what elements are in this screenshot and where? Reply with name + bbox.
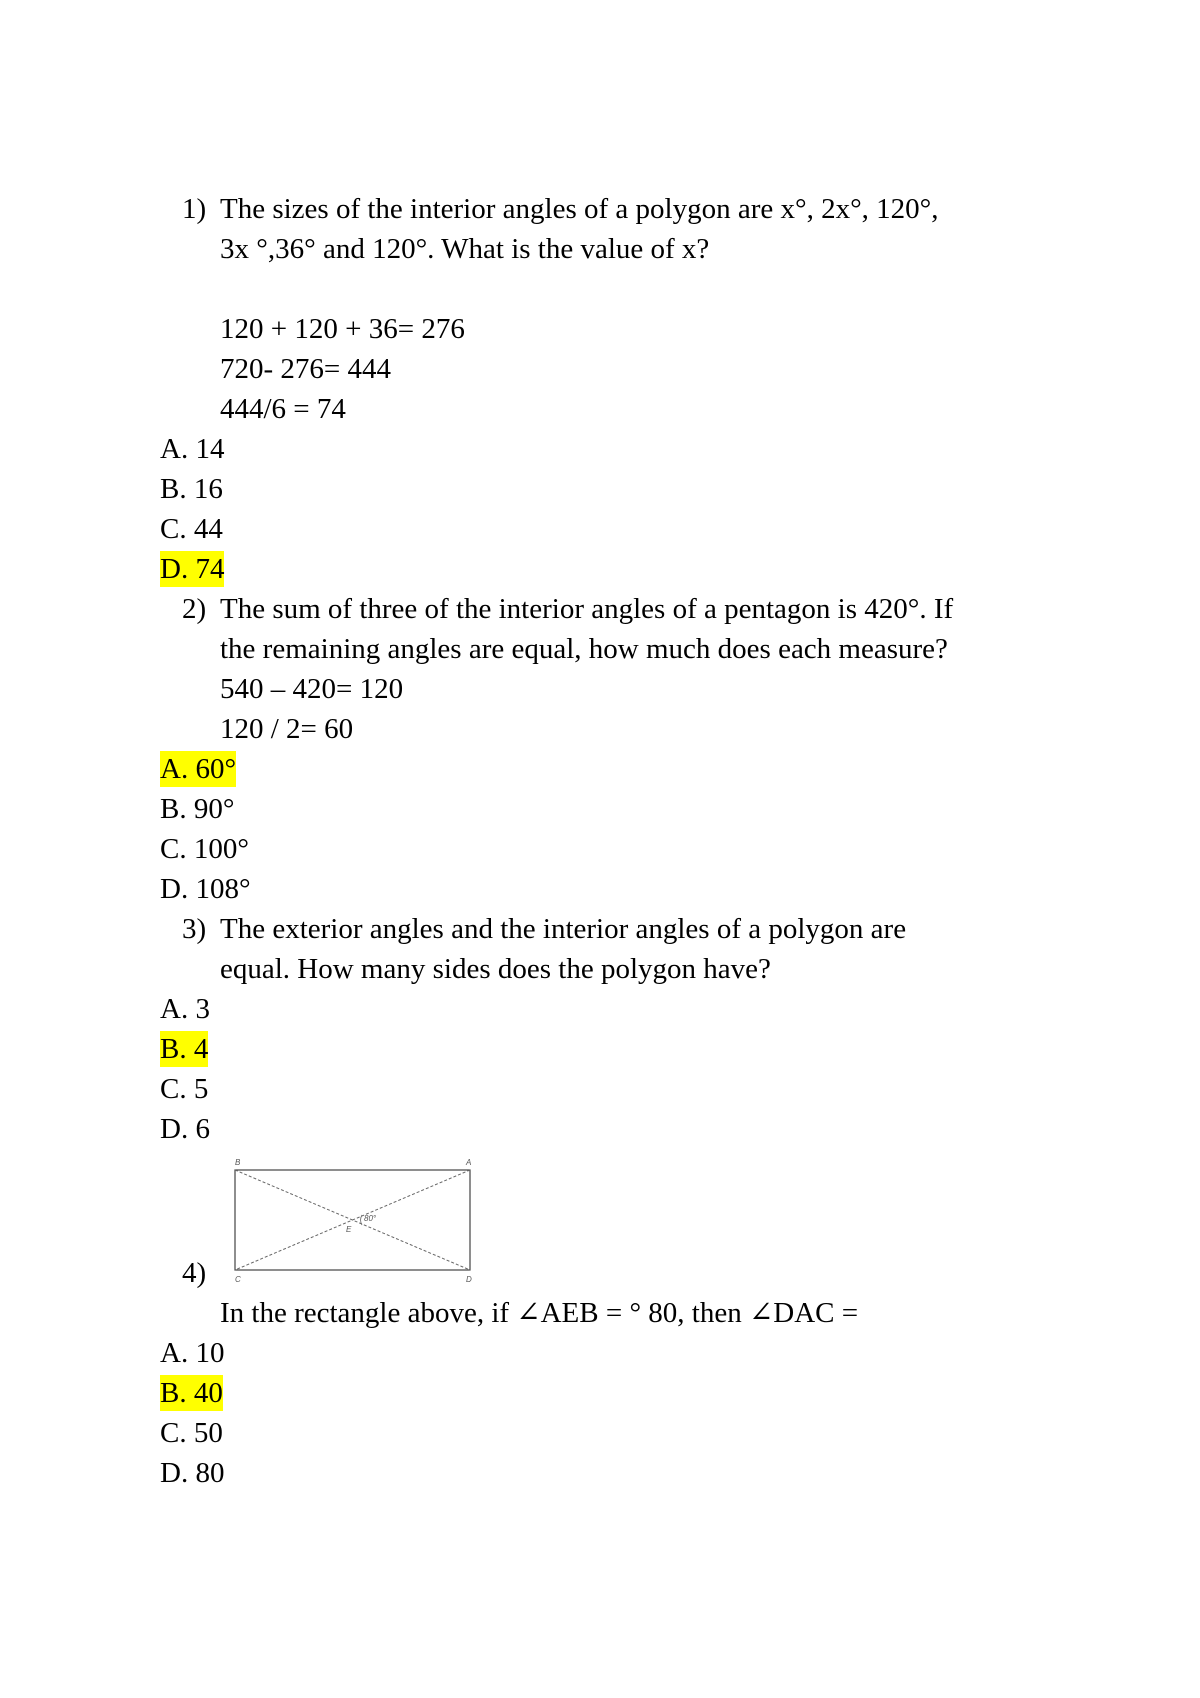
q3-text-line1: The exterior angles and the interior angles of a polygon are xyxy=(220,913,907,945)
rectangle-diagram xyxy=(225,1155,485,1285)
q4-option-d: D. 80 xyxy=(160,1457,225,1489)
q1-work-line: 120 + 120 + 36= 276 xyxy=(220,313,465,345)
vertex-label-a: A xyxy=(466,1158,472,1167)
vertex-label-e: E xyxy=(346,1225,352,1234)
q3-text-line2: equal. How many sides does the polygon have? xyxy=(220,953,771,985)
q2-number: 2) xyxy=(182,593,207,625)
q2-text-line2: the remaining angles are equal, how much does each measure? xyxy=(220,633,948,665)
vertex-label-c: C xyxy=(235,1275,241,1284)
q4-number: 4) xyxy=(182,1257,207,1289)
q2-option-d: D. 108° xyxy=(160,873,251,905)
q1-option-d-answer: D. 74 xyxy=(160,553,225,585)
q1-option-b: B. 16 xyxy=(160,473,223,505)
vertex-label-d: D xyxy=(466,1275,472,1284)
q1-text-line1: The sizes of the interior angles of a polygon are x°, 2x°, 120°, xyxy=(220,193,939,225)
q2-work-line: 540 – 420= 120 xyxy=(220,673,404,705)
q2-option-b: B. 90° xyxy=(160,793,235,825)
q4-option-a: A. 10 xyxy=(160,1337,225,1369)
q2-option-a-answer: A. 60° xyxy=(160,753,237,785)
q1-work-line: 720- 276= 444 xyxy=(220,353,392,385)
q3-option-b-answer: B. 4 xyxy=(160,1033,209,1065)
q2-work-line: 120 / 2= 60 xyxy=(220,713,354,745)
q3-number: 3) xyxy=(182,913,207,945)
q1-option-c: C. 44 xyxy=(160,513,223,545)
q3-option-a: A. 3 xyxy=(160,993,210,1025)
q4-text: In the rectangle above, if ∠AEB = ° 80, then ∠DAC = xyxy=(220,1297,859,1329)
angle-label: 80° xyxy=(364,1214,377,1223)
q2-option-c: C. 100° xyxy=(160,833,249,865)
q1-text-line2: 3x °,36° and 120°. What is the value of x? xyxy=(220,233,710,265)
q1-work-line: 444/6 = 74 xyxy=(220,393,346,425)
q3-option-c: C. 5 xyxy=(160,1073,209,1105)
q1-option-a: A. 14 xyxy=(160,433,225,465)
vertex-label-b: B xyxy=(235,1158,241,1167)
q3-option-d: D. 6 xyxy=(160,1113,210,1145)
q4-option-c: C. 50 xyxy=(160,1417,223,1449)
q2-text-line1: The sum of three of the interior angles of a pentagon is 420°. If xyxy=(220,593,954,625)
q4-option-b-answer: B. 40 xyxy=(160,1377,223,1409)
q1-number: 1) xyxy=(182,193,207,225)
